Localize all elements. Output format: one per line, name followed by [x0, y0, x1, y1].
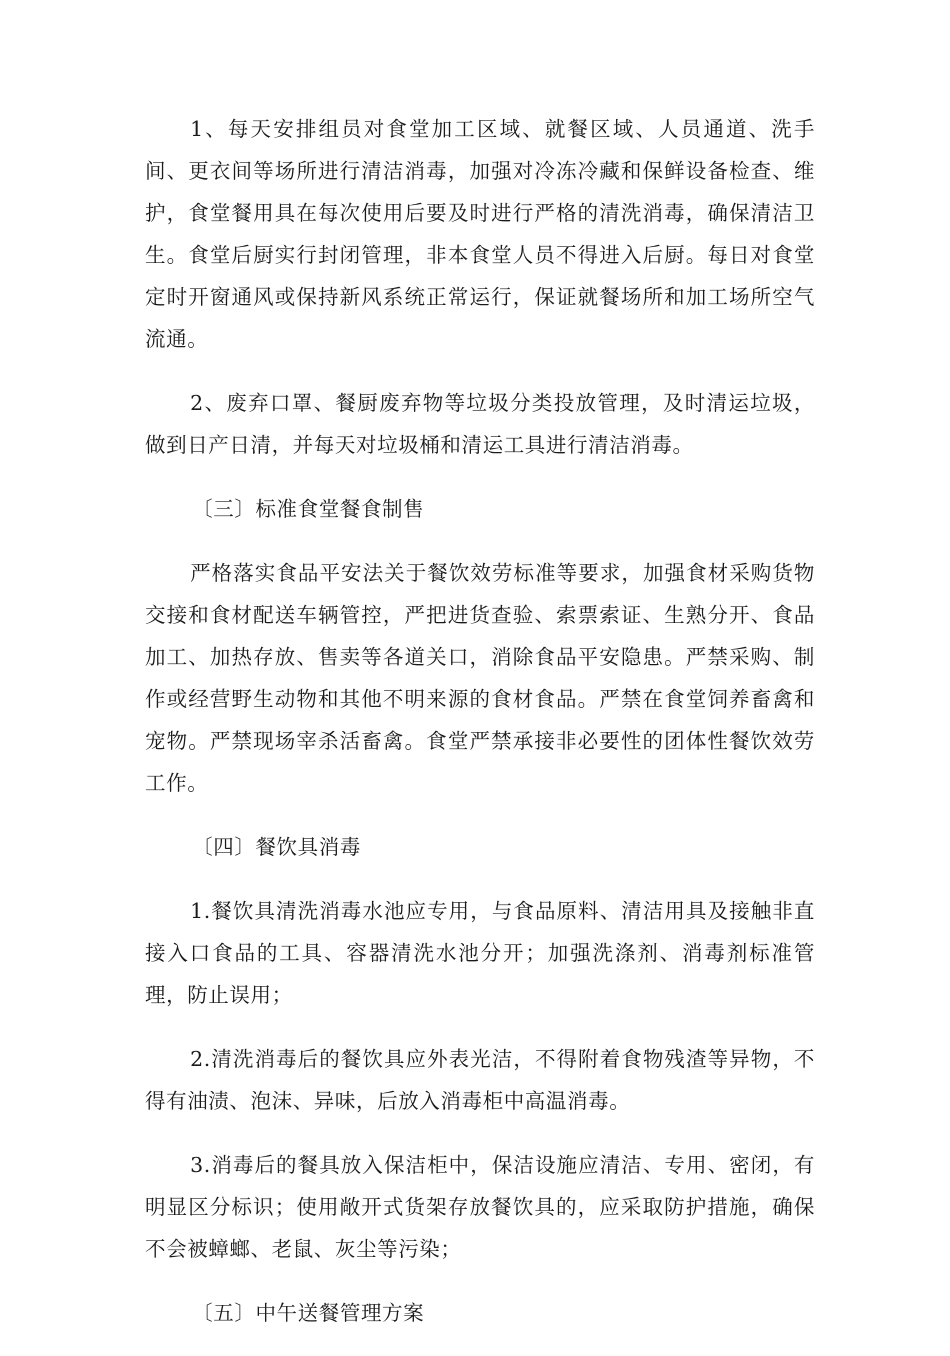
heading-section-5: 〔五〕中午送餐管理方案	[192, 1301, 425, 1325]
paragraph-sink-dedicated: 1.餐饮具清洗消毒水池应专用，与食品原料、清洁用具及接触非直接入口食品的工具、容器清洗水池分开；加强洗涤剂、消毒剂标准管理，防止误用；	[145, 899, 815, 1007]
paragraph-food-safety: 严格落实食品平安法关于餐饮效劳标准等要求，加强食材采购货物交接和食材配送车辆管控，严把进货查验、索票索证、生熟分开、食品加工、加热存放、售卖等各道关口，消除食品平安隐患。严禁采购、制作或经营野生动物和其他不明来源的食材食品。严禁在食堂饲养畜禽和宠物。严禁现场宰杀活畜禽。食堂严禁承接非必要性的团体性餐饮效劳工作。	[145, 561, 815, 795]
heading-section-3: 〔三〕标准食堂餐食制售	[192, 497, 425, 521]
paragraph-after-cleaning: 2.清洗消毒后的餐饮具应外表光洁，不得附着食物残渣等异物，不得有油渍、泡沫、异味，后放入消毒柜中高温消毒。	[145, 1047, 815, 1113]
paragraph-waste-management: 2、废弃口罩、餐厨废弃物等垃圾分类投放管理，及时清运垃圾，做到日产日清，并每天对垃圾桶和清运工具进行清洁消毒。	[145, 391, 815, 457]
document-body	[145, 108, 815, 1356]
heading-section-4: 〔四〕餐饮具消毒	[192, 835, 361, 859]
paragraph-storage-cabinet: 3.消毒后的餐具放入保洁柜中，保洁设施应清洁、专用、密闭，有明显区分标识；使用敞开式货架存放餐饮具的，应采取防护措施，确保不会被蟑螂、老鼠、灰尘等污染；	[145, 1153, 815, 1261]
paragraph-cleaning-disinfection: 1、每天安排组员对食堂加工区域、就餐区域、人员通道、洗手间、更衣间等场所进行清洁消毒，加强对冷冻冷藏和保鲜设备检查、维护，食堂餐用具在每次使用后要及时进行严格的清洗消毒，确保清洁卫生。食堂后厨实行封闭管理，非本食堂人员不得进入后厨。每日对食堂定时开窗通风或保持新风系统正常运行，保证就餐场所和加工场所空气流通。	[145, 117, 815, 351]
